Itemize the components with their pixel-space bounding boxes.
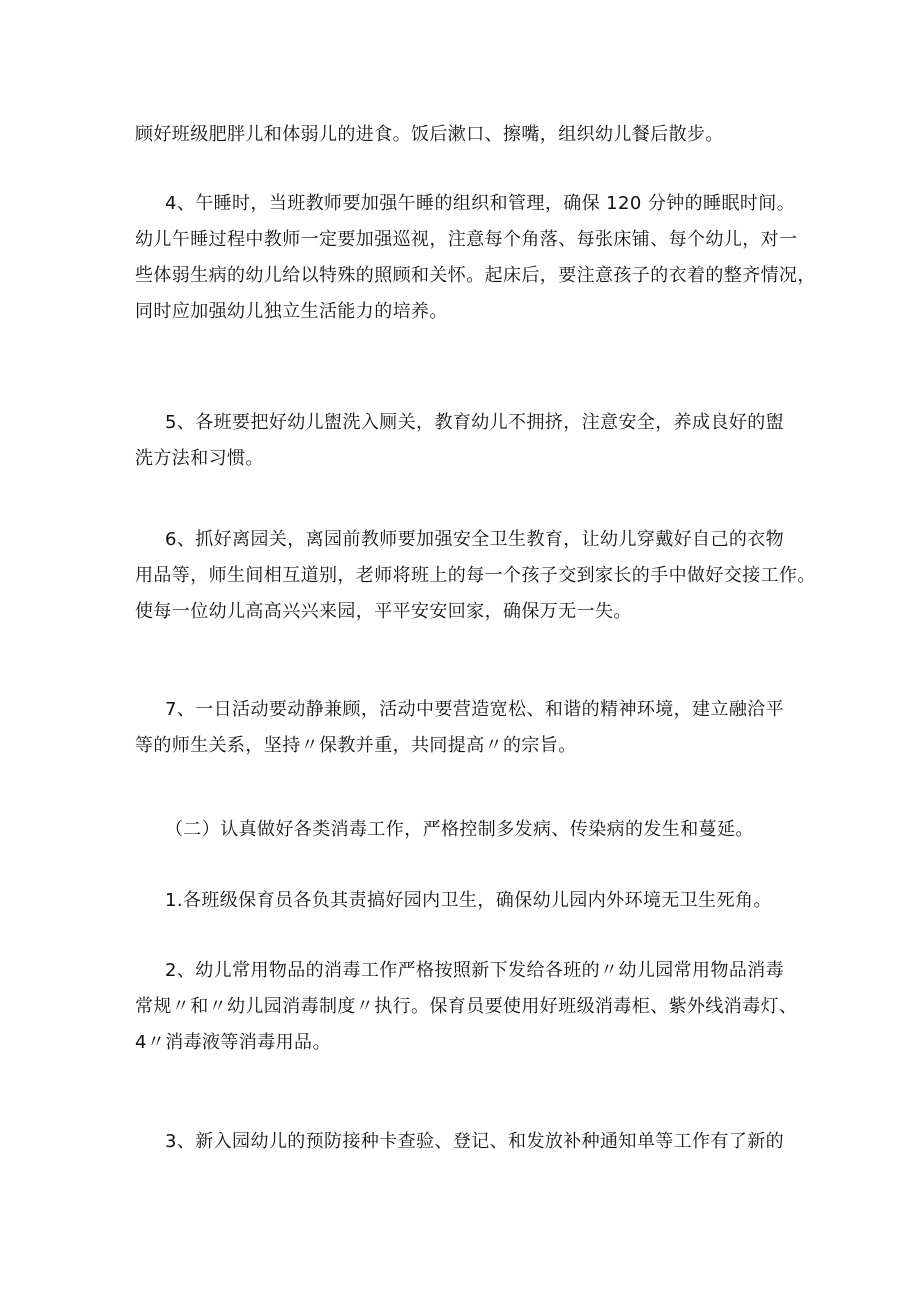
- text-line: 等的师生关系，坚持〃保教并重，共同提高〃的宗旨。: [135, 735, 577, 756]
- text-line: 幼儿午睡过程中教师一定要加强巡视，注意每个角落、每张床铺、每个幼儿，对一: [135, 229, 798, 250]
- text-line: 5、各班要把好幼儿盥洗入厕关，教育幼儿不拥挤，注意安全，养成良好的盥: [165, 412, 785, 433]
- text-line: 常规〃和〃幼儿园消毒制度〃执行。保育员要使用好班级消毒柜、紫外线消毒灯、: [135, 996, 798, 1017]
- text-line: 7、一日活动要动静兼顾，活动中要营造宽松、和谐的精神环境，建立融洽平: [165, 699, 785, 720]
- text-line: 用品等，师生间相互道别，老师将班上的每一个孩子交到家长的手中做好交接工作。: [135, 565, 816, 586]
- text-line: 同时应加强幼儿独立生活能力的培养。: [135, 301, 448, 322]
- paragraph-leaving: [135, 522, 816, 630]
- text-line: 4、午睡时，当班教师要加强午睡的组织和管理，确保 120 分钟的睡眠时间。: [165, 193, 796, 214]
- text-line: 3、新入园幼儿的预防接种卡查验、登记、和发放补种通知单等工作有了新的: [165, 1131, 785, 1152]
- text-line: 2、幼儿常用物品的消毒工作严格按照新下发给各班的〃幼儿园常用物品消毒: [165, 960, 785, 981]
- text-line: 4〃消毒液等消毒用品。: [135, 1032, 331, 1053]
- text-line: 使每一位幼儿高高兴兴来园，平平安安回家，确保万无一失。: [135, 601, 632, 622]
- paragraph-item-disinfection: [135, 953, 800, 1061]
- text-line: （二）认真做好各类消毒工作，严格控制多发病、传染病的发生和蔓延。: [165, 819, 754, 840]
- paragraph-meal-care: [135, 117, 800, 153]
- text-line: 些体弱生病的幼儿给以特殊的照顾和关怀。起床后，要注意孩子的衣着的整齐情况，: [135, 265, 816, 286]
- text-line: 顾好班级肥胖儿和体弱儿的进食。饭后漱口、擦嘴，组织幼儿餐后散步。: [135, 124, 724, 145]
- paragraph-cleaning-duty: [135, 883, 800, 919]
- text-line: 1.各班级保育员各负其责搞好园内卫生，确保幼儿园内外环境无卫生死角。: [165, 890, 772, 911]
- text-line: 洗方法和习惯。: [135, 448, 264, 469]
- section-heading-disinfection: [135, 812, 800, 848]
- text-line: 6、抓好离园关，离园前教师要加强安全卫生教育，让幼儿穿戴好自己的衣物: [165, 529, 785, 550]
- paragraph-washing: [135, 405, 800, 477]
- paragraph-nap-time: [135, 186, 816, 330]
- paragraph-daily-activity: [135, 692, 800, 764]
- paragraph-vaccination: [135, 1124, 800, 1160]
